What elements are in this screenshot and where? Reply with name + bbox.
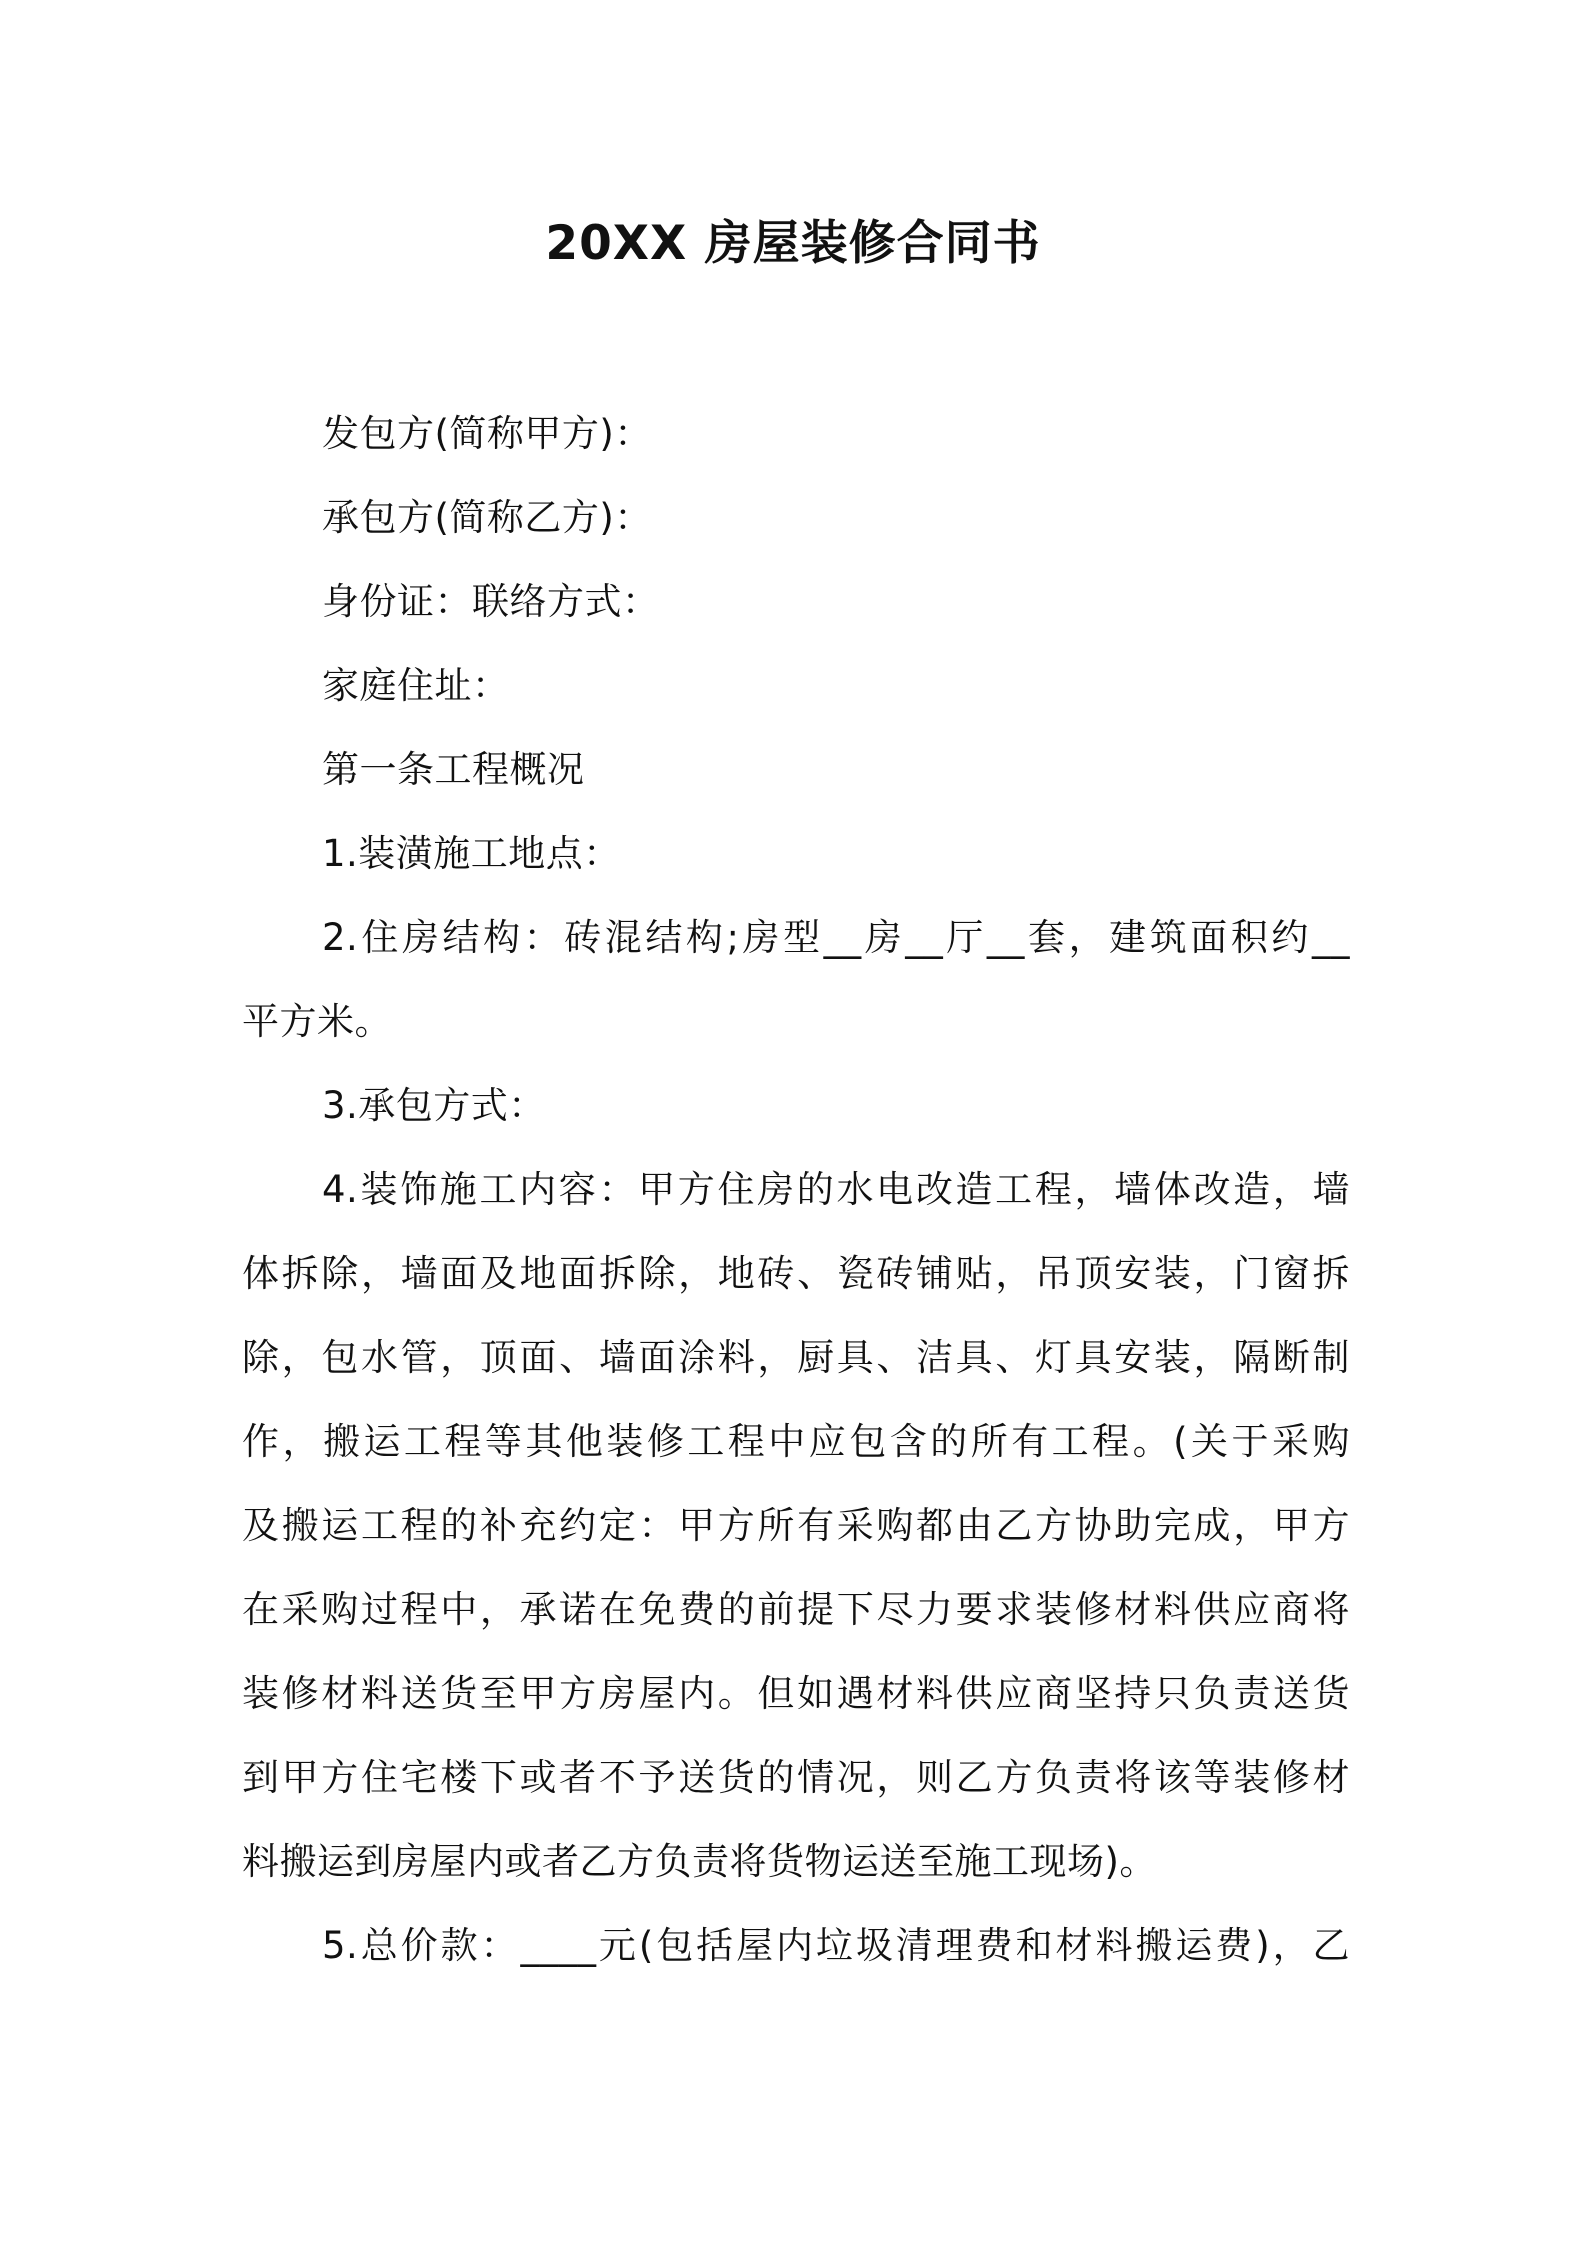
clause-4-continuation: 料搬运到房屋内或者乙方负责将货物运送至施工现场)。 [242,1840,1157,1883]
clause-5-line: 5.总价款：____元(包括屋内垃圾清理费和材料搬运费)，乙 [322,1924,1350,1967]
clause-2-line: 2.住房结构：砖混结构;房型__房__厅__套，建筑面积约__ [322,916,1350,959]
home-address-line: 家庭住址： [322,664,510,707]
clause-4-continuation: 作，搬运工程等其他装修工程中应包含的所有工程。(关于采购 [242,1420,1350,1463]
clause-1-line: 1.装潢施工地点： [322,832,621,875]
section-heading-1: 第一条工程概况 [322,748,585,791]
clause-4-continuation: 到甲方住宅楼下或者不予送货的情况，则乙方负责将该等装修材 [242,1756,1350,1799]
document-title: 20XX 房屋装修合同书 [545,216,1041,271]
clause-4-continuation: 体拆除，墙面及地面拆除，地砖、瓷砖铺贴，吊顶安装，门窗拆 [242,1252,1350,1295]
party-b-line: 承包方(简称乙方)： [322,496,652,539]
clause-4-continuation: 在采购过程中，承诺在免费的前提下尽力要求装修材料供应商将 [242,1588,1350,1631]
id-contact-line: 身份证：联络方式： [322,580,660,623]
clause-2-continuation: 平方米。 [242,1000,392,1043]
clause-4-line: 4.装饰施工内容：甲方住房的水电改造工程，墙体改造，墙 [322,1168,1350,1211]
clause-4-continuation: 及搬运工程的补充约定：甲方所有采购都由乙方协助完成，甲方 [242,1504,1350,1547]
party-a-line: 发包方(简称甲方)： [322,412,652,455]
clause-3-line: 3.承包方式： [322,1084,546,1127]
clause-4-continuation: 除，包水管，顶面、墙面涂料，厨具、洁具、灯具安装，隔断制 [242,1336,1350,1379]
clause-4-continuation: 装修材料送货至甲方房屋内。但如遇材料供应商坚持只负责送货 [242,1672,1350,1715]
